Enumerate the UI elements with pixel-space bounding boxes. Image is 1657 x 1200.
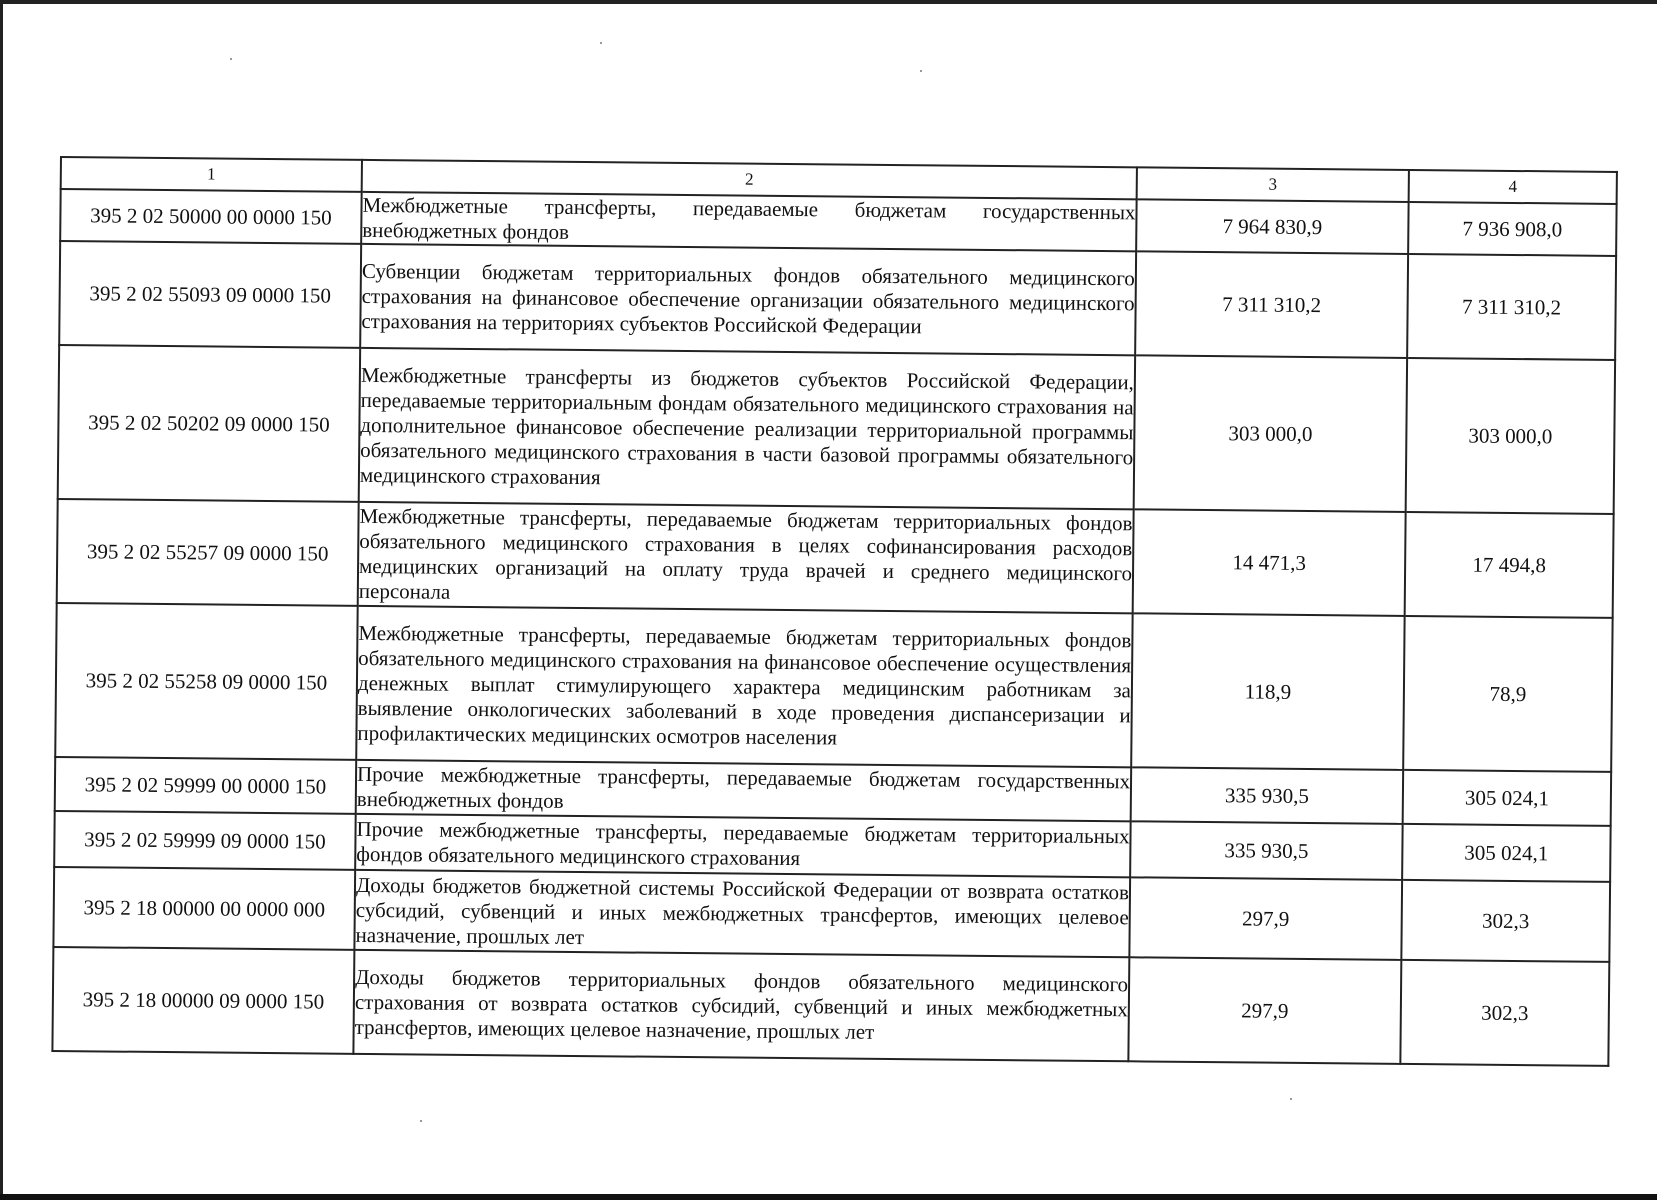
amount-col4-cell: 305 024,1 <box>1403 770 1612 826</box>
amount-col4-cell: 17 494,8 <box>1405 512 1614 618</box>
item-name-cell: Прочие межбюджетные трансферты, передаваемые бюджетам территориальных фондов обязательного медицинского страхования <box>355 814 1131 877</box>
scan-edge-top <box>0 0 1657 4</box>
scan-speck <box>920 70 922 72</box>
item-name-cell: Субвенции бюджетам территориальных фондов обязательного медицинского страхования на финансовое обеспечение организации обязательного медицинского страхования на территориях субъектов Российской Федерации <box>360 244 1136 355</box>
column-header-3: 3 <box>1137 167 1409 202</box>
budget-code-cell: 395 2 02 55258 09 0000 150 <box>55 603 357 760</box>
amount-col4-cell: 7 311 310,2 <box>1407 254 1616 360</box>
budget-code-cell: 395 2 18 00000 09 0000 150 <box>52 947 354 1054</box>
budget-code-cell: 395 2 02 55093 09 0000 150 <box>59 241 361 348</box>
budget-code-cell: 395 2 02 59999 09 0000 150 <box>54 811 356 870</box>
budget-code-cell: 395 2 18 00000 00 0000 000 <box>53 867 355 950</box>
budget-code-cell: 395 2 02 59999 00 0000 150 <box>55 757 357 814</box>
amount-col3-cell: 335 930,5 <box>1131 767 1404 824</box>
budget-code-cell: 395 2 02 50000 00 0000 150 <box>60 189 361 244</box>
amount-col3-cell: 297,9 <box>1129 877 1402 960</box>
amount-col3-cell: 7 311 310,2 <box>1135 251 1408 358</box>
amount-col4-cell: 302,3 <box>1401 880 1610 962</box>
column-header-2: 2 <box>362 160 1137 199</box>
amount-col4-cell: 302,3 <box>1400 960 1609 1066</box>
budget-code-cell: 395 2 02 50202 09 0000 150 <box>58 345 360 502</box>
column-header-1: 1 <box>61 157 362 192</box>
scan-edge-bottom <box>0 1194 1657 1200</box>
document-page <box>51 156 1616 1067</box>
item-name-cell: Прочие межбюджетные трансферты, передаваемые бюджетам государственных внебюджетных фондов <box>356 760 1131 821</box>
item-name-cell: Межбюджетные трансферты, передаваемые бюджетам территориальных фондов обязательного медицинского страхования на финансовое обеспечение осуществления денежных выплат стимулирующего характера медицинским работникам за выявление онкологических заболеваний в ходе проведения диспансеризации и профилактических медицинских осмотров населения <box>356 606 1132 767</box>
table-row <box>59 241 1616 360</box>
item-name-cell: Межбюджетные трансферты, передаваемые бюджетам территориальных фондов обязательного медицинского страхования в целях софинансирования расходов медицинских организаций на оплату труда врачей и среднего медицинского персонала <box>358 502 1134 613</box>
item-name-cell: Доходы бюджетов бюджетной системы Российской Федерации от возврата остатков субсидий, субвенций и иных межбюджетных трансфертов, имеющих целевое назначение, прошлых лет <box>354 870 1130 957</box>
budget-revenue-table <box>51 156 1618 1067</box>
amount-col3-cell: 335 930,5 <box>1130 821 1403 880</box>
item-name-cell: Межбюджетные трансферты из бюджетов субъектов Российской Федерации, передаваемые территориальным фондам обязательного медицинского страхования на дополнительное финансовое обеспечение реализации территориальной программы обязательного медицинского страхования в части базовой программы обязательного медицинского страхования <box>359 348 1135 509</box>
amount-col4-cell: 7 936 908,0 <box>1408 202 1616 256</box>
amount-col3-cell: 14 471,3 <box>1133 509 1406 616</box>
amount-col3-cell: 7 964 830,9 <box>1136 199 1408 254</box>
scan-edge-left <box>0 0 3 1200</box>
budget-code-cell: 395 2 02 55257 09 0000 150 <box>57 499 359 606</box>
table-row <box>57 499 1614 618</box>
amount-col3-cell: 303 000,0 <box>1134 355 1407 512</box>
scan-speck <box>230 58 232 60</box>
column-header-4: 4 <box>1409 170 1617 204</box>
amount-col3-cell: 297,9 <box>1128 957 1401 1064</box>
table-row <box>53 867 1610 962</box>
item-name-cell: Доходы бюджетов территориальных фондов обязательного медицинского страхования от возврата остатков субсидий, субвенций и иных межбюджетных трансфертов, имеющих целевое назначение, прошлых лет <box>353 950 1129 1061</box>
amount-col4-cell: 305 024,1 <box>1402 824 1611 882</box>
table-row <box>52 947 1609 1066</box>
amount-col3-cell: 118,9 <box>1131 613 1404 770</box>
scan-speck <box>600 42 602 44</box>
amount-col4-cell: 303 000,0 <box>1406 358 1615 514</box>
scan-speck <box>420 1120 422 1122</box>
table-row <box>58 345 1615 514</box>
scan-speck <box>1290 1098 1292 1100</box>
item-name-cell: Межбюджетные трансферты, передаваемые бюджетам государственных внебюджетных фондов <box>361 192 1136 251</box>
amount-col4-cell: 78,9 <box>1403 616 1612 772</box>
table-row <box>55 603 1612 772</box>
